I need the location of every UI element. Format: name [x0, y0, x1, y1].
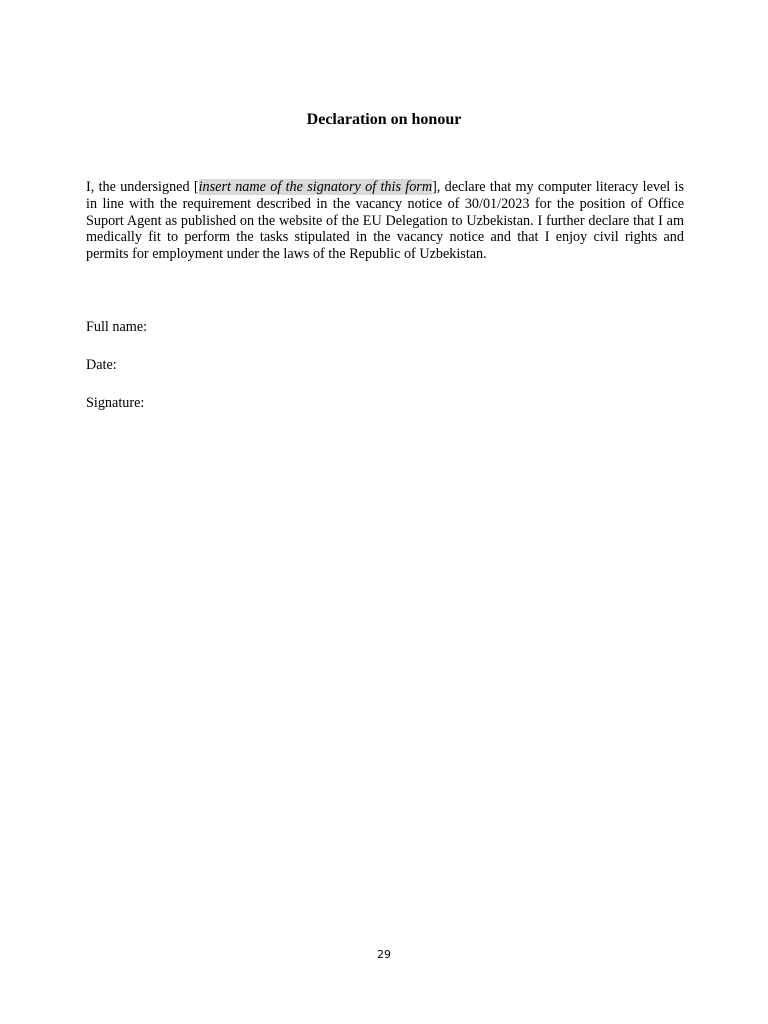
- declaration-text-start: I, the undersigned [: [86, 179, 199, 195]
- declaration-text-rest: ], declare that my computer literacy level is in line with the requirement described in the vacancy notice of 30/01/2023 for the position of Office Suport Agent as published on the website of the EU Delegation to Uzbekistan. I further declare that I am medically fit to perform the tasks stipulated in the vacancy notice and that I enjoy civil rights and permits for employment under the laws of the Republic of Uzbekistan.: [86, 179, 684, 263]
- page-number: 29: [377, 948, 391, 961]
- signatory-name-placeholder[interactable]: insert name of the signatory of this form: [198, 179, 433, 195]
- full-name-label: Full name:: [86, 319, 148, 335]
- date-label: Date:: [86, 357, 117, 373]
- page-title: Declaration on honour: [306, 111, 462, 128]
- signature-label: Signature:: [86, 395, 145, 411]
- declaration-paragraph: [86, 179, 684, 263]
